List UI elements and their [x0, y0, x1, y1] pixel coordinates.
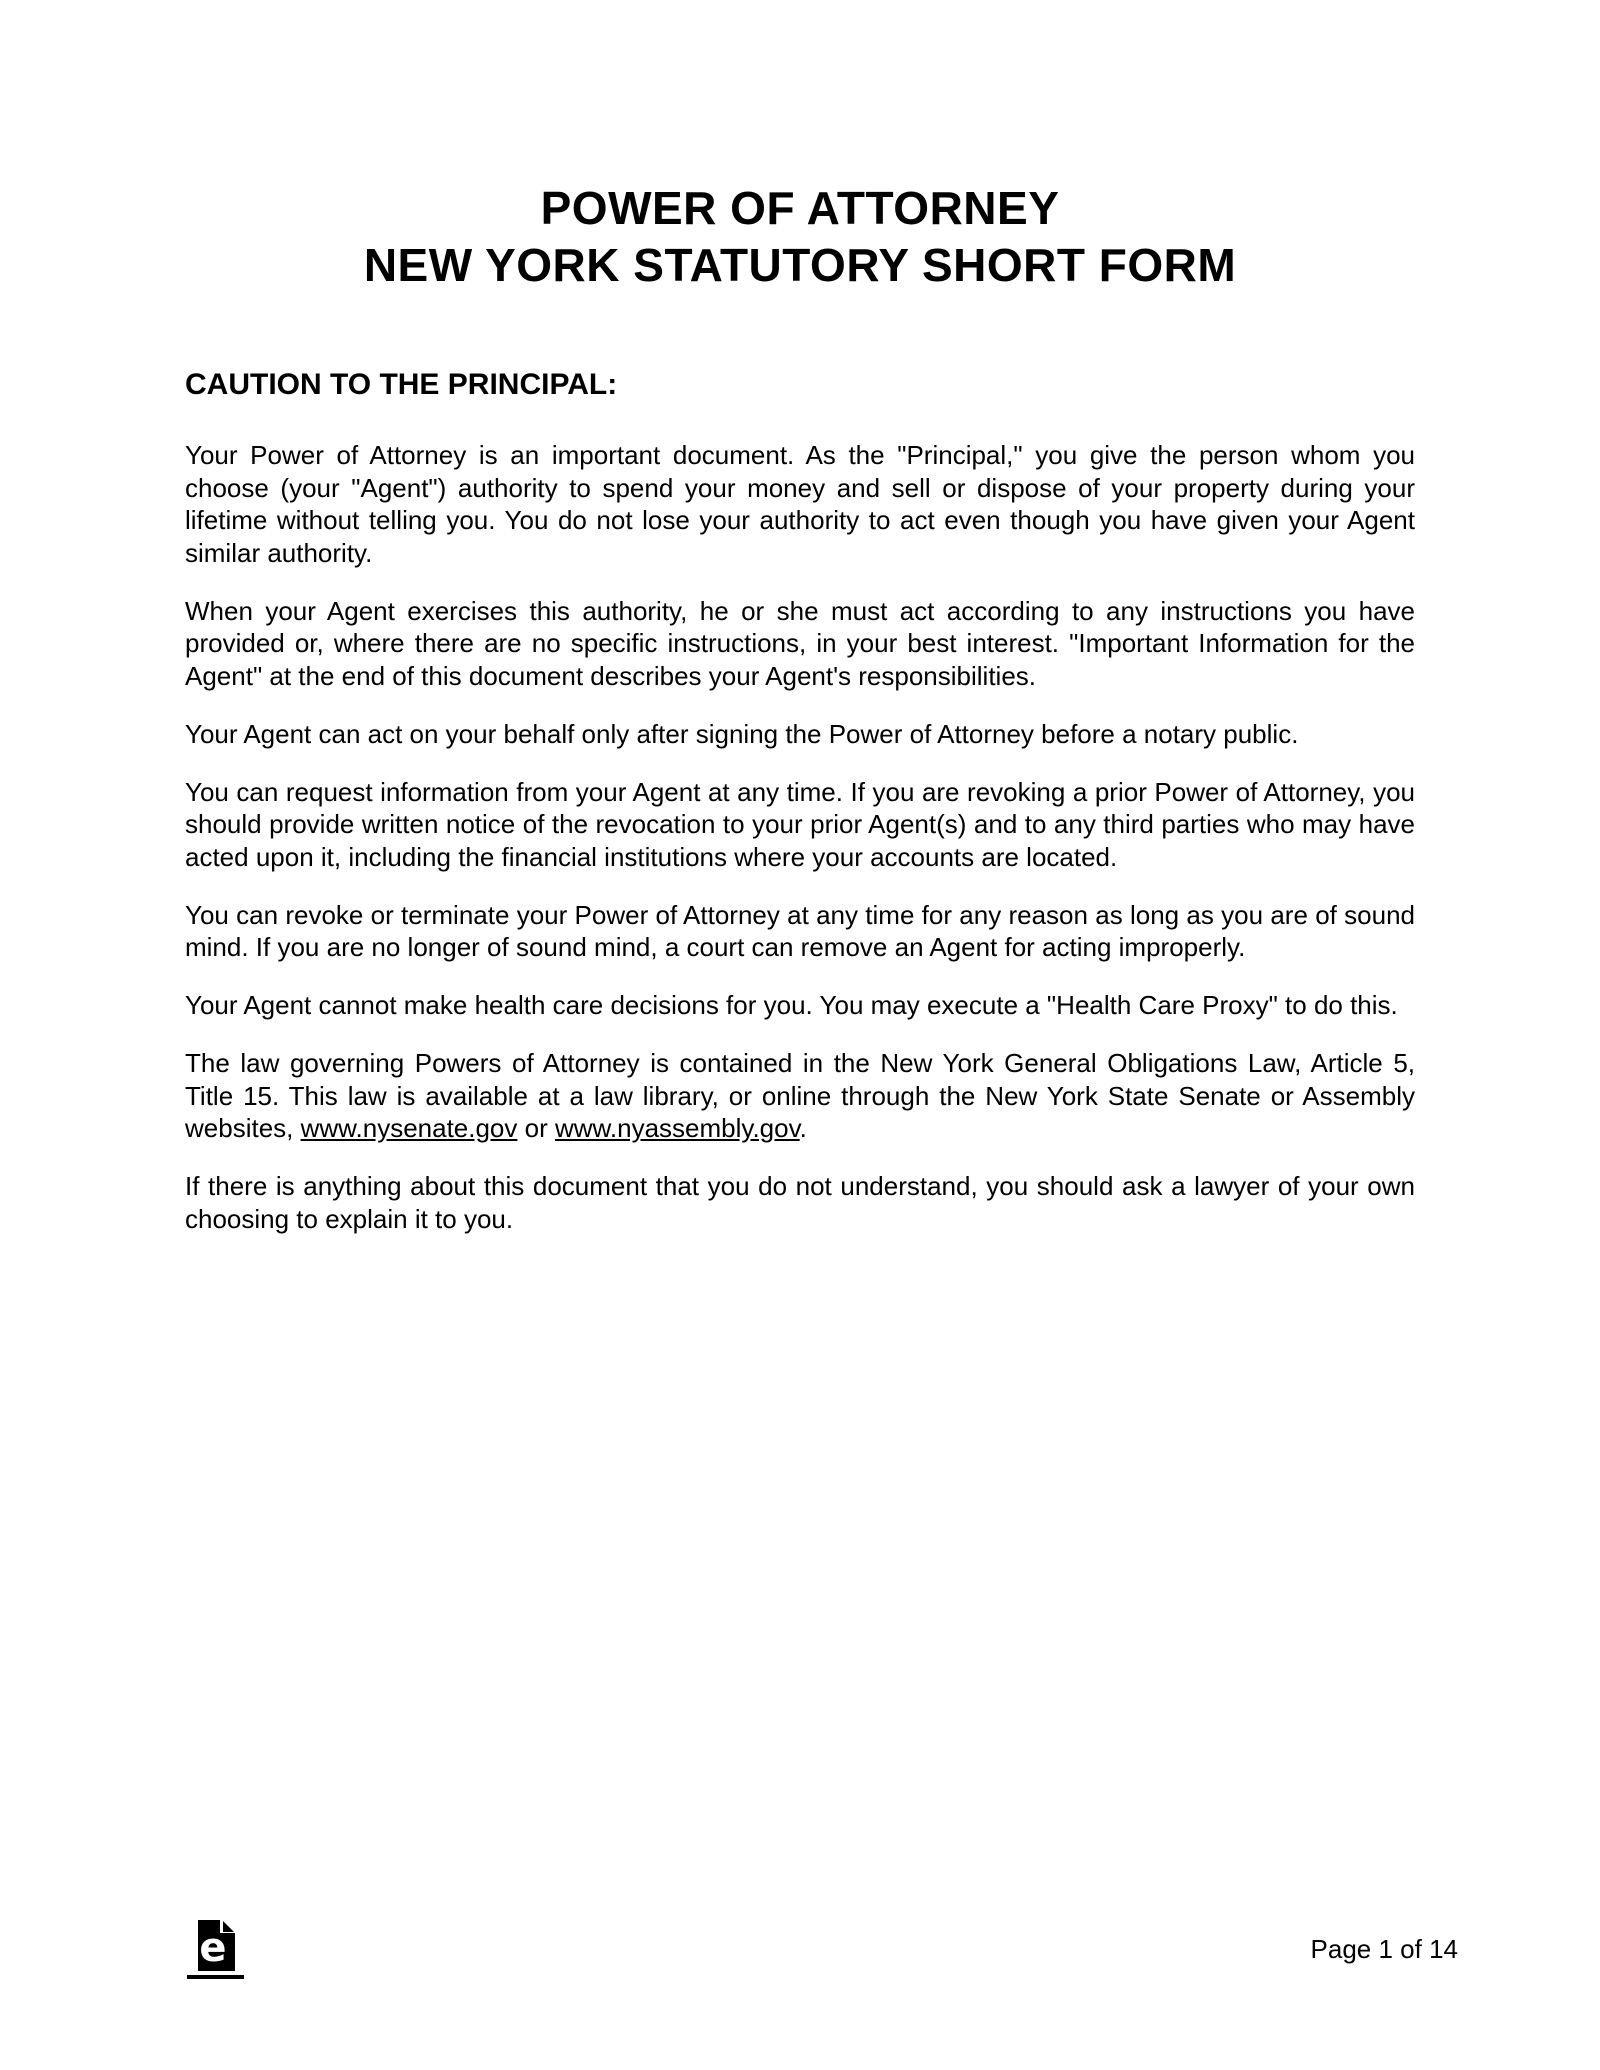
- paragraph-2: When your Agent exercises this authority, he or she must act according to any instructions you have provided or, where there are no specific instructions, in your best interest. "Important Information for the Agent" at the end of this document describes your Agent's responsibilities.: [185, 595, 1415, 691]
- caution-heading: CAUTION TO THE PRINCIPAL:: [185, 368, 618, 401]
- document-title-line2: NEW YORK STATUTORY SHORT FORM: [363, 239, 1237, 291]
- logo-underline: [187, 1975, 244, 1979]
- nyassembly-link[interactable]: www.nyassembly.gov: [554, 1113, 800, 1143]
- paragraph-1: Your Power of Attorney is an important document. As the "Principal," you give the person whom you choose (your "Agent") authority to spend your money and sell or dispose of your property during your lifetime without telling you. You do not lose your authority to act even though you have given your Agent similar authority.: [185, 440, 1415, 568]
- paragraph-4: You can request information from your Agent at any time. If you are revoking a prior Power of Attorney, you should provide written notice of the revocation to your prior Agent(s) and to any third parties who may have acted upon it, including the financial institutions where your accounts are located.: [185, 776, 1415, 872]
- document-body: [185, 367, 1415, 1235]
- document-title-line1: POWER OF ATTORNEY: [540, 182, 1060, 234]
- paragraph-7-text-after: .: [799, 1113, 807, 1143]
- page-number: Page 1 of 14: [1310, 1934, 1458, 1964]
- eforms-document-logo-icon: [198, 1920, 235, 1971]
- paragraph-7-text-between: or: [517, 1113, 555, 1143]
- nysenate-link[interactable]: www.nysenate.gov: [300, 1113, 518, 1143]
- paragraph-6: Your Agent cannot make health care decisions for you. You may execute a "Health Care Proxy" to do this.: [185, 990, 1398, 1020]
- paragraph-7-text-before: The law governing Powers of Attorney is contained in the New York General Obligations Law, Article 5, Title 15. This law is available at a law library, or online through the New York State Senate or Assembly websites,: [185, 1048, 1415, 1143]
- paragraph-5: You can revoke or terminate your Power of Attorney at any time for any reason as long as you are of sound mind. If you are no longer of sound mind, a court can remove an Agent for acting improperly.: [185, 899, 1415, 962]
- logo-letter-e: e: [199, 1925, 227, 1971]
- paragraph-8: If there is anything about this document that you do not understand, you should ask a lawyer of your own choosing to explain it to you.: [185, 1171, 1415, 1234]
- paragraph-7: [185, 1047, 1415, 1145]
- paragraph-3: Your Agent can act on your behalf only after signing the Power of Attorney before a notary public.: [185, 718, 1299, 749]
- document-title: [0, 0, 1600, 294]
